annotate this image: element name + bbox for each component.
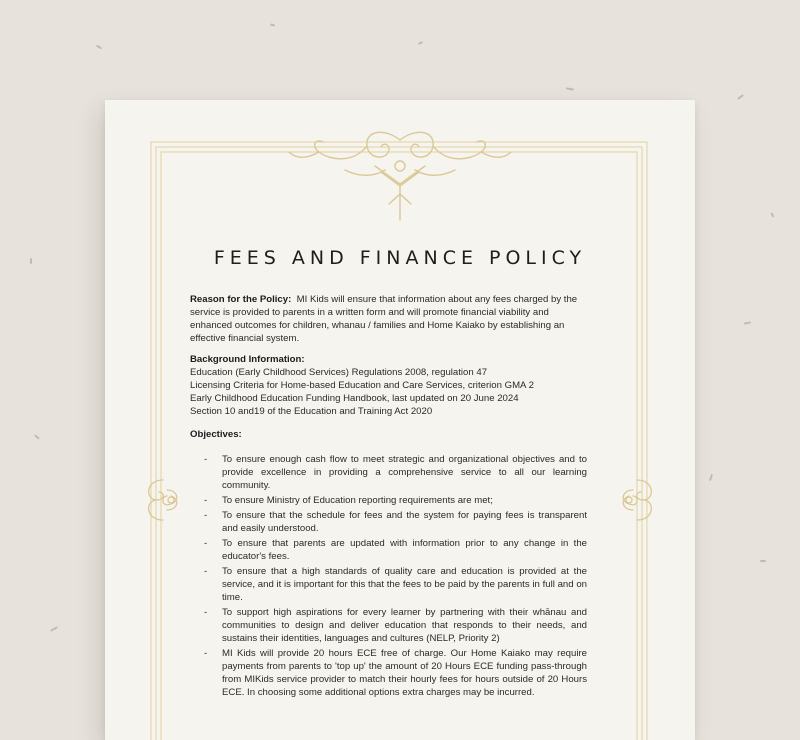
objective-item: - To support high aspirations for every learner by partnering with their whānau and communities to design and deliver education that responds to their needs, and sustains their identities, languages and cultures (NELP, Priority 2) bbox=[204, 607, 587, 644]
background-section bbox=[190, 353, 587, 418]
objective-item: - To ensure Ministry of Education reporting requirements are met; bbox=[204, 495, 493, 506]
background-line: Licensing Criteria for Home-based Education and Care Services, criterion GMA 2 bbox=[190, 380, 534, 391]
objective-item: - To ensure that parents are updated with information prior to any change in the educator's fees. bbox=[204, 538, 587, 562]
top-flourish-ornament bbox=[289, 132, 511, 220]
reason-paragraph bbox=[190, 293, 587, 345]
background-line: Early Childhood Education Funding Handbook, last updated on 20 June 2024 bbox=[190, 393, 519, 404]
left-side-ornament bbox=[149, 480, 177, 520]
reason-label: Reason for the Policy: bbox=[190, 294, 292, 305]
objective-item: - To ensure enough cash flow to meet strategic and organizational objectives and to provide excellence in providing a comprehensive service to all our learning community. bbox=[204, 454, 587, 491]
objectives-label: Objectives: bbox=[190, 429, 242, 440]
background-label: Background Information: bbox=[190, 354, 305, 365]
background-line: Education (Early Childhood Services) Regulations 2008, regulation 47 bbox=[190, 367, 488, 378]
objectives-list bbox=[190, 453, 587, 699]
policy-document-sheet bbox=[105, 100, 695, 740]
document-title: FEES AND FINANCE POLICY bbox=[213, 247, 587, 269]
document-body bbox=[190, 293, 587, 701]
objective-item: - To ensure that the schedule for fees and the system for paying fees is transparent and easily understood. bbox=[204, 510, 587, 534]
objective-item: - To ensure that a high standards of quality care and education is provided at the service, and it is important for this that the fees to be paid by the parents in full and on time. bbox=[204, 566, 587, 603]
background-line: Section 10 and19 of the Education and Training Act 2020 bbox=[190, 406, 433, 417]
objective-item: - MI Kids will provide 20 hours ECE free of charge. Our Home Kaiako may require payments from parents to 'top up' the amount of 20 Hours ECE funding pass-through from MIKids service provider to match their hourly fees for hours outside of 20 Hours ECE. In choosing some additional options extra charges may be incurred. bbox=[204, 648, 587, 698]
reason-text: MI Kids will ensure that information about any fees charged by the service is provided to parents in a written form and will promote financial viability and enhanced outcomes for children, whanau / families and Home Kaiako by establishing an effective financial system. bbox=[190, 294, 578, 344]
right-side-ornament bbox=[623, 480, 651, 520]
